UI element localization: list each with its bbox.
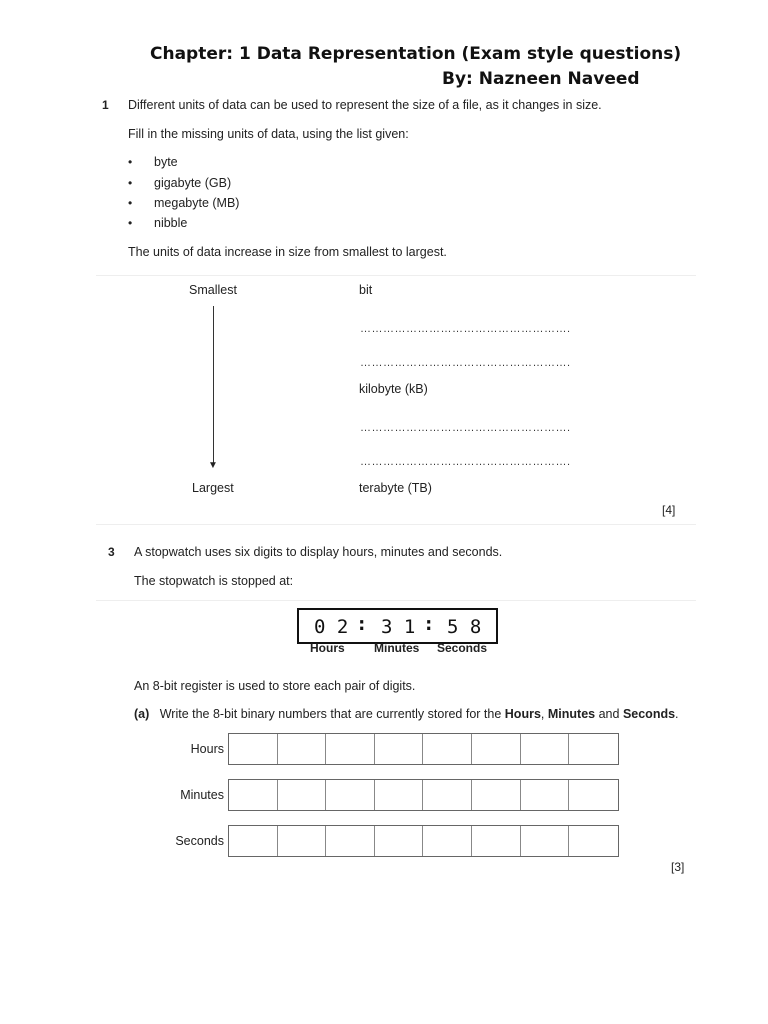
part-a-text: Write the 8-bit binary numbers that are currently stored for the [159,707,502,721]
divider [96,524,696,525]
bit-cell[interactable] [521,780,570,810]
bit-cell[interactable] [278,734,327,764]
comma: , [540,707,545,721]
bit-cell[interactable] [569,734,618,764]
bit-cell[interactable] [423,734,472,764]
option-item: byte [154,155,178,169]
part-a-seconds-word: Seconds [622,707,676,721]
bit-cell[interactable] [229,826,278,856]
option-item: gigabyte (GB) [154,176,232,190]
option-item: megabyte (MB) [154,196,240,210]
question-1-intro: Different units of data can be used to represent the size of a file, as it changes in size. [128,98,602,112]
part-a-hours-word: Hours [504,707,541,721]
display-label-minutes: Minutes [374,641,420,655]
bullet-icon: • [128,176,133,190]
bit-cell[interactable] [229,780,278,810]
smallest-label: Smallest [189,283,237,297]
arrow-down-icon: ▼ [208,460,218,471]
bullet-icon: • [128,196,133,210]
bit-cell[interactable] [423,780,472,810]
part-a-minutes-word: Minutes [547,707,596,721]
bit-cell[interactable] [472,780,521,810]
stopwatch-display [297,608,498,644]
bit-cell[interactable] [326,780,375,810]
size-arrow-line [213,306,214,466]
option-item: nibble [154,216,188,230]
part-a-label: (a) [134,707,150,721]
row-label-minutes: Minutes [180,788,224,802]
question-3-stopped-text: The stopwatch is stopped at: [134,574,294,588]
answer-blank-4[interactable]: ………………………………………………. [360,456,571,468]
bit-cell[interactable] [569,826,618,856]
bit-cell[interactable] [229,734,278,764]
answer-blank-2[interactable]: ………………………………………………. [360,357,571,369]
question-1-order-note: The units of data increase in size from smallest to largest. [128,245,447,259]
part-a-and: and [598,707,620,721]
register-hours[interactable] [228,733,619,765]
bit-cell[interactable] [375,826,424,856]
bit-cell[interactable] [375,734,424,764]
divider [96,600,696,601]
page-author: By: Nazneen Naveed [442,69,640,89]
bit-cell[interactable] [423,826,472,856]
page-title: Chapter: 1 Data Representation (Exam style questions) [150,44,682,64]
bit-cell[interactable] [278,826,327,856]
question-1-number: 1 [102,98,109,112]
question-3-marks: [3] [671,860,685,874]
display-label-hours: Hours [310,641,345,655]
row-label-seconds: Seconds [175,834,224,848]
bit-cell[interactable] [472,734,521,764]
bit-cell[interactable] [278,780,327,810]
divider [96,275,696,276]
display-hours: 0 2 [314,616,349,638]
register-seconds[interactable] [228,825,619,857]
bit-cell[interactable] [521,826,570,856]
unit-kilobyte: kilobyte (kB) [359,382,428,396]
display-seconds: 5 8 [447,616,482,638]
display-separator: : [356,613,368,635]
unit-bit: bit [359,283,373,297]
bullet-icon: • [128,155,133,169]
bit-cell[interactable] [472,826,521,856]
bit-cell[interactable] [375,780,424,810]
question-3-number: 3 [108,545,115,559]
register-text: An 8-bit register is used to store each pair of digits. [134,679,416,693]
question-3-intro: A stopwatch uses six digits to display hours, minutes and seconds. [134,545,503,559]
bit-cell[interactable] [326,734,375,764]
row-label-hours: Hours [190,742,224,756]
register-minutes[interactable] [228,779,619,811]
display-separator: : [423,613,435,635]
period: . [675,707,679,721]
bit-cell[interactable] [521,734,570,764]
part-a-question [134,707,679,721]
display-label-seconds: Seconds [437,641,488,655]
largest-label: Largest [192,481,234,495]
answer-blank-3[interactable]: ………………………………………………. [360,422,571,434]
question-1-marks: [4] [662,503,676,517]
unit-terabyte: terabyte (TB) [359,481,432,495]
bit-cell[interactable] [326,826,375,856]
answer-blank-1[interactable]: ………………………………………………. [360,323,571,335]
display-minutes: 3 1 [381,616,416,638]
bullet-icon: • [128,216,133,230]
bit-cell[interactable] [569,780,618,810]
question-1-instruction: Fill in the missing units of data, using the list given: [128,127,409,141]
